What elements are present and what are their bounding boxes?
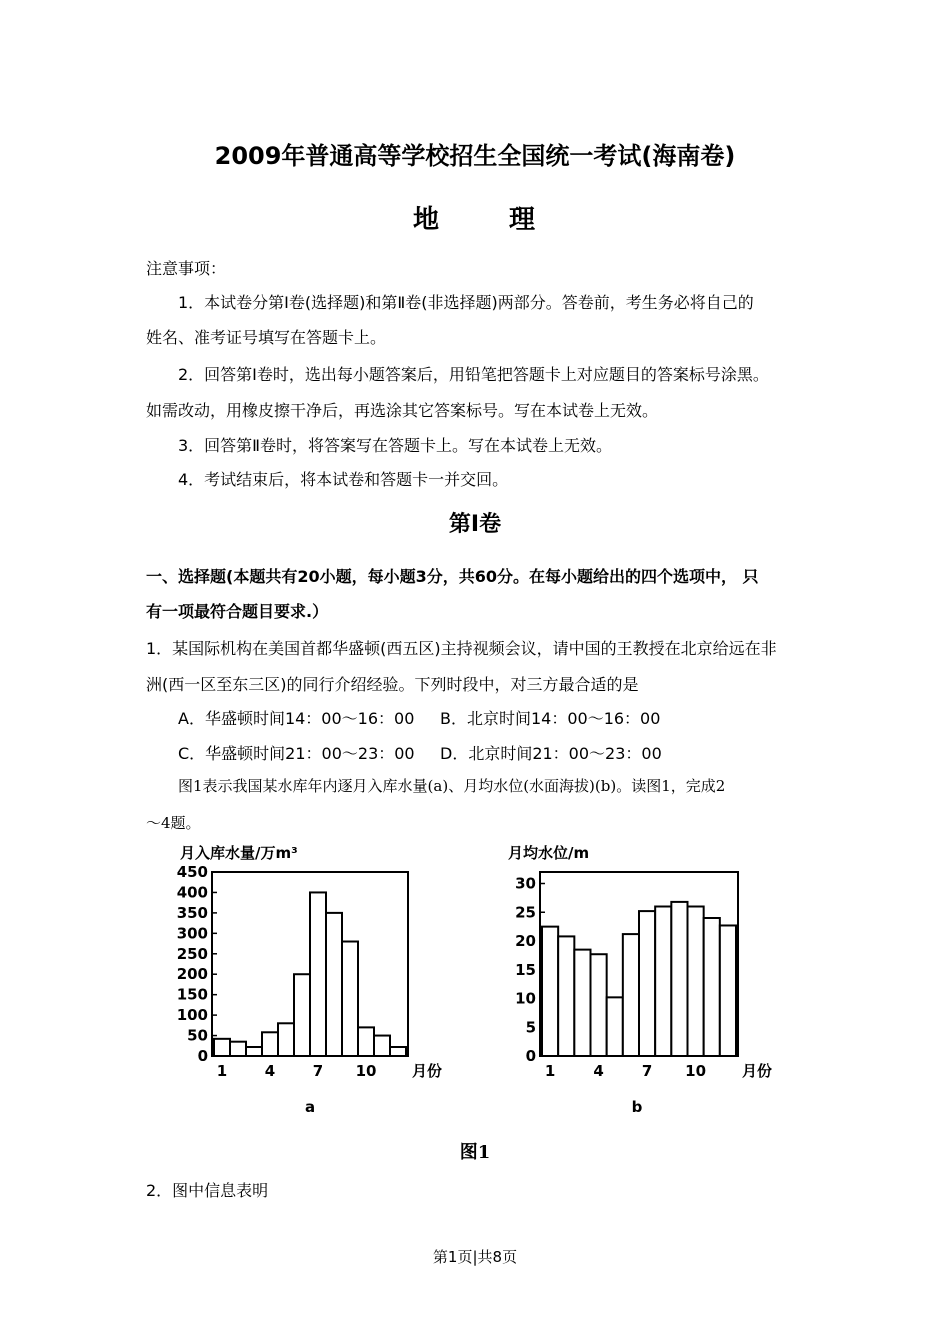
bar-1 xyxy=(214,1039,230,1056)
x-tick-label: 10 xyxy=(355,1062,377,1080)
bar-10 xyxy=(358,1027,374,1056)
bar-11 xyxy=(374,1036,390,1056)
y-tick-label: 200 xyxy=(176,965,208,984)
bar-10 xyxy=(688,907,704,1057)
question-1-option-b: B．北京时间14：00～16：00 xyxy=(440,709,661,728)
x-tick-label: 7 xyxy=(312,1062,324,1080)
y-tick-label: 5 xyxy=(525,1018,536,1037)
bar-6 xyxy=(623,934,639,1056)
bar-1 xyxy=(542,927,558,1056)
bar-4 xyxy=(262,1032,278,1056)
note-item-3: 3．回答第Ⅱ卷时，将答案写在答题卡上。写在本试卷上无效。 xyxy=(178,436,613,455)
y-tick-label: 300 xyxy=(176,924,208,943)
question-1-line-1: 1．某国际机构在美国首都华盛顿(西五区)主持视频会议，请中国的王教授在北京给远在非 xyxy=(146,639,777,658)
y-tick-label: 15 xyxy=(515,960,536,979)
x-tick-label: 7 xyxy=(641,1062,653,1080)
chart-title: b xyxy=(631,1098,643,1116)
x-axis-label: 月份 xyxy=(742,1062,773,1080)
y-tick-label: 20 xyxy=(515,932,536,950)
question-1-option-d: D．北京时间21：00～23：00 xyxy=(440,744,662,763)
passage-line-2: ～4题。 xyxy=(146,814,201,832)
exam-title: 2009年普通高等学校招生全国统一考试(海南卷) xyxy=(214,142,736,170)
page-footer: 第1页|共8页 xyxy=(432,1248,518,1266)
notes-heading: 注意事项： xyxy=(146,259,227,278)
bar-9 xyxy=(671,902,687,1056)
question-1-line-2: 洲(西一区至东三区)的同行介绍经验。下列时段中，对三方最合适的是 xyxy=(146,675,639,694)
y-axis-label: 月均水位/m xyxy=(508,844,590,862)
bar-7 xyxy=(310,892,326,1056)
passage-line-1: 图1表示我国某水库年内逐月入库水量(a)、月均水位(水面海拔)(b)。读图1，完成2 xyxy=(178,777,726,795)
bar-9 xyxy=(342,942,358,1056)
x-tick-label: 1 xyxy=(544,1062,556,1080)
bar-7 xyxy=(639,911,655,1056)
bar-5 xyxy=(607,997,623,1056)
bar-2 xyxy=(230,1042,246,1056)
bar-5 xyxy=(278,1023,294,1056)
bar-12 xyxy=(720,925,736,1056)
section-instruction-line-1: 一、选择题(本题共有20小题，每小题3分，共60分。在每小题给出的四个选项中， 只 xyxy=(146,567,759,586)
note-item-4: 4．考试结束后，将本试卷和答题卡一并交回。 xyxy=(178,470,509,489)
y-tick-label: 350 xyxy=(176,903,208,922)
y-tick-label: 0 xyxy=(525,1047,536,1065)
y-tick-label: 250 xyxy=(176,944,208,963)
x-tick-label: 4 xyxy=(264,1062,276,1080)
chart-b xyxy=(508,844,772,1116)
note-item-2-line-2: 如需改动，用橡皮擦干净后，再选涂其它答案标号。写在本试卷上无效。 xyxy=(146,401,659,420)
y-tick-label: 400 xyxy=(176,883,208,902)
x-axis-label: 月份 xyxy=(412,1062,443,1080)
question-2-line-1: 2．图中信息表明 xyxy=(146,1181,269,1200)
y-tick-label: 0 xyxy=(197,1047,208,1065)
bar-4 xyxy=(591,954,607,1056)
y-tick-label: 450 xyxy=(176,863,208,881)
figure-1-charts xyxy=(160,838,800,1128)
y-tick-label: 25 xyxy=(515,903,536,922)
section-title: 第Ⅰ卷 xyxy=(448,512,502,537)
x-tick-label: 1 xyxy=(216,1062,228,1080)
bar-3 xyxy=(246,1047,262,1056)
y-tick-label: 10 xyxy=(515,989,536,1008)
bar-3 xyxy=(574,950,590,1056)
bar-2 xyxy=(558,936,574,1056)
y-tick-label: 50 xyxy=(187,1026,208,1045)
question-1-option-a: A．华盛顿时间14：00～16：00 xyxy=(178,709,415,728)
figure-caption: 图1 xyxy=(459,1142,491,1163)
question-1-option-c: C．华盛顿时间21：00～23：00 xyxy=(178,744,415,763)
section-instruction-line-2: 有一项最符合题目要求.） xyxy=(146,602,329,621)
subject-title: 地 理 xyxy=(412,205,557,235)
bar-8 xyxy=(655,907,671,1057)
x-tick-label: 10 xyxy=(685,1062,707,1080)
note-item-1-line-2: 姓名、准考证号填写在答题卡上。 xyxy=(146,328,387,347)
bar-11 xyxy=(704,918,720,1056)
bar-6 xyxy=(294,974,310,1056)
note-item-2-line-1: 2．回答第Ⅰ卷时，选出每小题答案后，用铅笔把答题卡上对应题目的答案标号涂黑。 xyxy=(178,365,769,384)
y-tick-label: 150 xyxy=(176,985,208,1004)
y-tick-label: 100 xyxy=(176,1006,208,1025)
bar-12 xyxy=(390,1047,406,1056)
chart-title: a xyxy=(304,1098,316,1116)
bar-8 xyxy=(326,913,342,1056)
y-axis-label: 月入库水量/万m³ xyxy=(180,844,298,862)
chart-a xyxy=(177,844,442,1116)
x-tick-label: 4 xyxy=(593,1062,604,1080)
note-item-1-line-1: 1．本试卷分第Ⅰ卷(选择题)和第Ⅱ卷(非选择题)两部分。答卷前，考生务必将自己的 xyxy=(178,293,754,312)
y-tick-label: 30 xyxy=(515,874,536,893)
